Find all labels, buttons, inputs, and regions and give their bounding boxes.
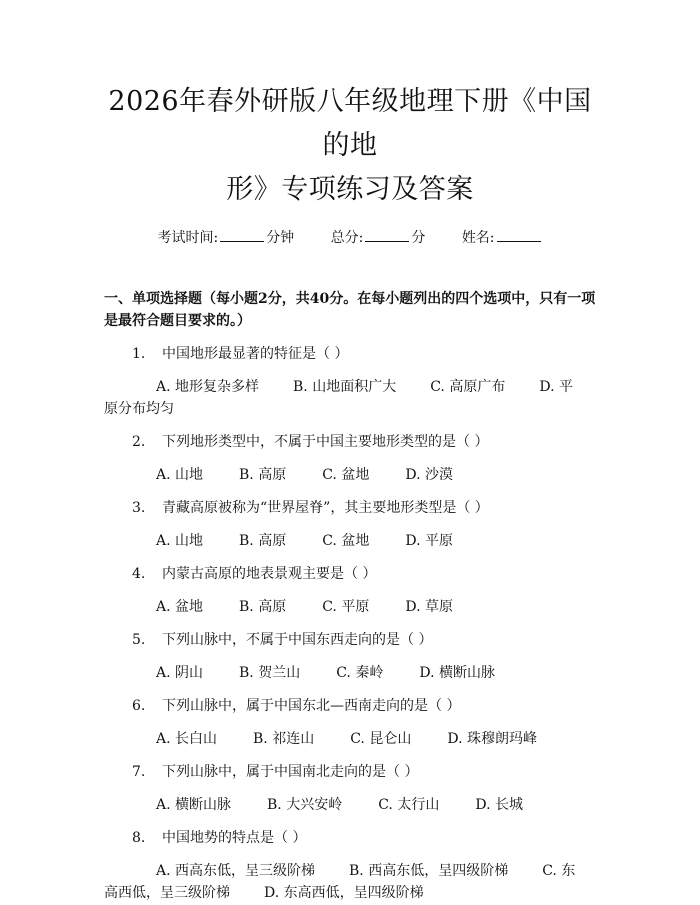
score-blank bbox=[365, 229, 409, 242]
question-7: 7. 下列山脉中，属于中国南北走向的是（ ） A. 横断山脉 B. 大兴安岭 C. 太行山 D. 长城 bbox=[104, 762, 596, 816]
exam-meta bbox=[104, 228, 596, 248]
question-6-options: A. 长白山 B. 祁连山 C. 昆仑山 D. 珠穆朗玛峰 bbox=[156, 731, 537, 747]
question-5-options: A. 阴山 B. 贺兰山 C. 秦岭 D. 横断山脉 bbox=[156, 665, 495, 681]
question-8-options: A. 西高东低，呈三级阶梯 B. 西高东低，呈四级阶梯 C. 东 高西低，呈三级阶梯 D. 东高西低，呈四级阶梯 bbox=[104, 863, 576, 901]
name-field: 姓名: bbox=[462, 228, 543, 248]
time-field: 考试时间: 分钟 bbox=[157, 230, 295, 246]
question-4-options: A. 盆地 B. 高原 C. 平原 D. 草原 bbox=[156, 599, 453, 615]
question-8: 8. 中国地势的特点是（ ） A. 西高东低，呈三级阶梯 B. 西高东低，呈四级阶梯 C. 东 高西低，呈三级阶梯 D. 东高西低，呈四级阶梯 bbox=[104, 828, 596, 904]
question-3-options: A. 山地 B. 高原 C. 盆地 D. 平原 bbox=[156, 533, 453, 549]
title-line-1: 2026年春外研版八年级地理下册《中国的地 bbox=[108, 86, 592, 161]
title-line-2: 形》专项练习及答案 bbox=[226, 174, 474, 205]
question-2: 2. 下列地形类型中，不属于中国主要地形类型的是（ ） A. 山地 B. 高原 C. 盆地 D. 沙漠 bbox=[104, 432, 596, 486]
question-5: 5. 下列山脉中，不属于中国东西走向的是（ ） A. 阴山 B. 贺兰山 C. 秦岭 D. 横断山脉 bbox=[104, 630, 596, 684]
question-1-options: A. 地形复杂多样 B. 山地面积广大 C. 高原广布 D. 平 原分布均匀 bbox=[104, 379, 573, 417]
question-7-options: A. 横断山脉 B. 大兴安岭 C. 太行山 D. 长城 bbox=[156, 797, 523, 813]
question-1: 1. 中国地形最显著的特征是（ ） A. 地形复杂多样 B. 山地面积广大 C. 高原广布 D. 平 原分布均匀 bbox=[104, 344, 596, 420]
question-2-options: A. 山地 B. 高原 C. 盆地 D. 沙漠 bbox=[156, 467, 453, 483]
page-title bbox=[104, 0, 596, 212]
score-field: 总分: 分 bbox=[330, 230, 426, 246]
question-4: 4. 内蒙古高原的地表景观主要是（ ） A. 盆地 B. 高原 C. 平原 D. 草原 bbox=[104, 564, 596, 618]
section-heading: 一、单项选择题（每小题2分，共40分。在每小题列出的四个选项中，只有一项是最符合题目要求的。） bbox=[104, 291, 596, 329]
question-6: 6. 下列山脉中，属于中国东北—西南走向的是（ ） A. 长白山 B. 祁连山 C. 昆仑山 D. 珠穆朗玛峰 bbox=[104, 696, 596, 750]
time-blank bbox=[220, 229, 264, 242]
name-blank bbox=[497, 229, 541, 242]
question-3: 3. 青藏高原被称为“世界屋脊”，其主要地形类型是（ ） A. 山地 B. 高原 C. 盆地 D. 平原 bbox=[104, 498, 596, 552]
